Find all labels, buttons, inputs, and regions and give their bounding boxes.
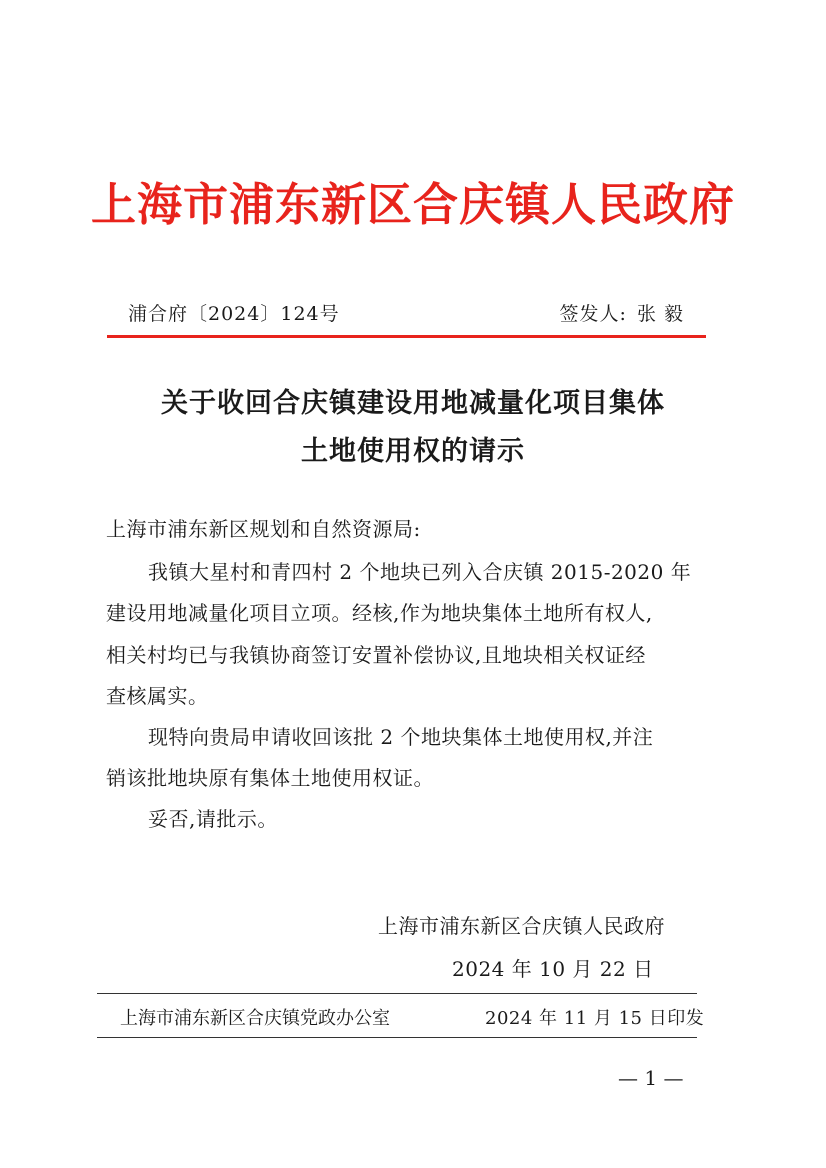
body-paragraph-line: 建设用地减量化项目立项。经核,作为地块集体土地所有权人, [106,601,653,625]
footer-issuer: 上海市浦东新区合庆镇党政办公室 [120,1008,390,1029]
document-title-line-2: 土地使用权的请示 [301,436,525,467]
salutation: 上海市浦东新区规划和自然资源局: [106,517,421,541]
red-separator-line [107,335,706,338]
footer-issue-date: 2024 年 11 月 15 日印发 [485,1008,705,1029]
signature-date: 2024 年 10 月 22 日 [452,957,654,981]
page-number: — 1 — [618,1066,684,1090]
document-number: 浦合府〔2024〕124号 [128,303,340,325]
body-paragraph-line: 销该批地块原有集体土地使用权证。 [106,766,434,790]
body-paragraph-line: 现特向贵局申请收回该批 2 个地块集体土地使用权,并注 [148,725,654,749]
footer-top-rule [97,993,697,994]
issuing-authority-masthead: 上海市浦东新区合庆镇人民政府 [90,178,735,231]
document-title-line-1: 关于收回合庆镇建设用地减量化项目集体 [161,388,665,419]
signer [560,299,684,326]
body-paragraph-line: 我镇大星村和青四村 2 个地块已列入合庆镇 2015-2020 年 [148,560,692,584]
closing-request: 妥否,请批示。 [148,807,278,831]
body-paragraph-line: 相关村均已与我镇协商签订安置补偿协议,且地块相关权证经 [106,643,646,667]
signature-organization: 上海市浦东新区合庆镇人民政府 [378,914,665,938]
body-paragraph-line: 查核属实。 [106,684,209,708]
signer-label: 签发人: [559,303,627,325]
footer-bottom-rule [97,1037,697,1038]
signer-name: 张 毅 [636,303,684,325]
